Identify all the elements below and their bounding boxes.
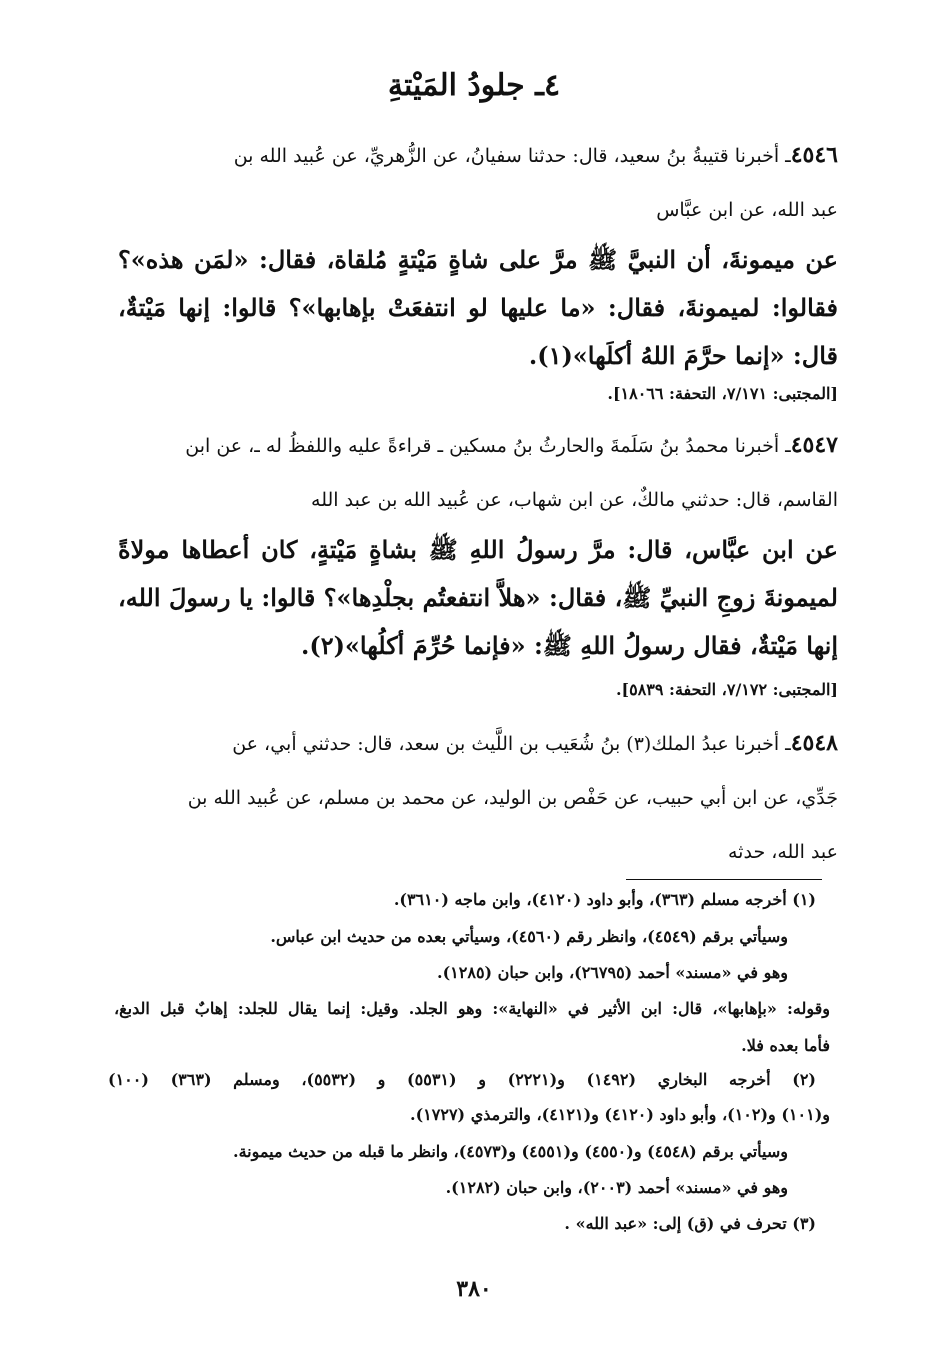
footnote-line: وهو في «مسند» أحمد (٢٦٧٩٥)، وابن حبان (١٢٨٥). [437,963,788,982]
page-number: ٣٨٠ [456,1276,492,1302]
footnote-line: وقوله: «بإهابها»، قال: ابن الأثير في «النهاية»: وهو الجلد. وقيل: إنما يقال للجلد: إهابٌ قبل الدبغ، [114,999,830,1018]
isnad-line: القاسم، قال: حدثني مالكٌ، عن ابن شهاب، عن عُبيد الله بن عبد الله [311,489,838,511]
footnote-1: (١) أخرجه مسلم (٣٦٣)، وأبو داود (٤١٢٠)، وابن ماجه (٣٦١٠). [393,890,816,909]
isnad-line: ـ أخبرنا محمدُ بنُ سَلَمةَ والحارثُ بنُ مسكين ـ قراءةً عليه واللفظُ له ـ، عن ابن [185,435,791,457]
footnote-line: وسيأتي برقم (٤٥٤٩)، وانظر رقم (٤٥٦٠)، وسيأتي بعده من حديث ابن عباس. [270,927,788,946]
footnote-line: وسيأتي برقم (٤٥٤٨) و(٤٥٥٠) و(٤٥٥١) و(٤٥٧٣)، وانظر ما قبله من حديث ميمونة. [233,1142,788,1161]
hadith-4546-reference: [المجتبى: ٧/١٧١، التحفة: ١٨٠٦٦]. [607,384,838,403]
footnote-line: فأما بعده فلا. [741,1036,830,1055]
isnad-line: ـ أخبرنا قتيبةُ بنُ سعيد، قال: حدثنا سفيانُ، عن الزُّهريِّ، عن عُبيد الله بن [233,145,791,167]
hadith-number: ٤٥٤٨ [790,730,838,756]
hadith-4546-matn: عن ميمونةَ، أن النبيَّ ﷺ مرَّ على شاةٍ مَيْتةٍ مُلقاة، فقال: «لمَن هذه»؟ فقالوا: لميمونةَ، فقال: «ما عليها لو انتفعَتْ بإهابها»؟ قالوا: إنها مَيْتةٌ، قال: «إنما حرَّمَ اللهُ أكلَها»(١). [118,245,838,370]
hadith-number: ٤٥٤٦ [790,142,838,168]
hadith-4548-isnad [118,716,838,879]
footnote-line: و(١٠١) و(١٠٢)، وأبو داود (٤١٢٠) و(٤١٢١)، والترمذي (١٧٢٧). [410,1105,830,1124]
isnad-line: عبد الله، حدثه [728,841,838,863]
footnote-3: (٣) تحرف في (ق) إلى: «عبد الله» . [564,1214,816,1233]
hadith-number: ٤٥٤٧ [790,432,838,458]
footnote-2: (٢) أخرجه البخاري (١٤٩٢) و(٢٢٢١) و (٥٥٣١) و (٥٥٣٢)، ومسلم (٣٦٣) (١٠٠) [108,1070,816,1089]
isnad-line: جَدِّي، عن ابن أبي حبيب، عن حَفْص بن الوليد، عن محمد بن مسلم، عن عُبيد الله بن [187,787,838,809]
isnad-line: عبد الله، عن ابن عبَّاس [656,199,838,221]
hadith-4547-reference: [المجتبى: ٧/١٧٢، التحفة: ٥٨٣٩]. [615,680,838,699]
footnote-separator [626,879,822,880]
hadith-4546-isnad [118,128,838,237]
hadith-4547-isnad [118,418,838,527]
isnad-line: ـ أخبرنا عبدُ الملك(٣) بنُ شُعَيب بن اللَّيث بن سعد، قال: حدثني أبي، عن [232,733,791,755]
chapter-title: ٤ـ جلودُ المَيْتةِ [387,68,561,103]
footnote-line: وهو في «مسند» أحمد (٢٠٠٣)، وابن حبان (١٢٨٢). [445,1178,788,1197]
hadith-4547-matn: عن ابن عبَّاس، قال: مرَّ رسولُ اللهِ ﷺ بشاةٍ مَيْتةٍ، كان أعطاها مولاةً لميمونةَ زوجِ النبيِّ ﷺ، فقال: «هلاَّ انتفعتُم بجلْدِها»؟ قالوا: يا رسولَ الله، إنها مَيْتةٌ، فقال رسولُ اللهِ ﷺ: «فإنما حُرِّمَ أكلُها»(٢). [118,535,838,660]
